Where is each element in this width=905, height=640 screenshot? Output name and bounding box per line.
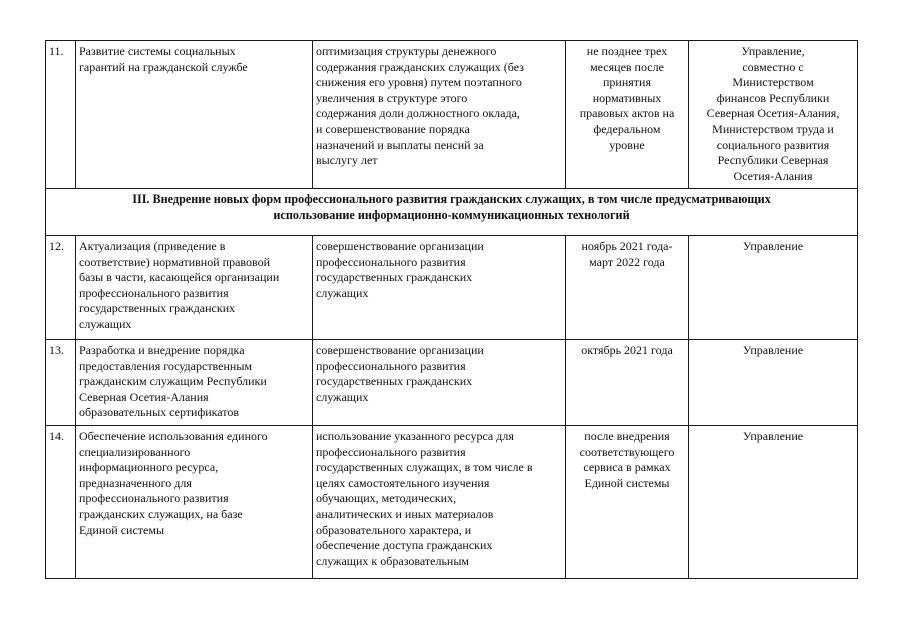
row-title — [76, 340, 313, 426]
text-line: содержания гражданских служащих (без — [316, 59, 524, 74]
text-line: назначений и выплаты пенсий за — [316, 137, 484, 152]
row-responsible — [689, 41, 858, 189]
text-line: профессионального развития — [316, 254, 466, 269]
text-line: образовательных сертификатов — [79, 405, 240, 420]
text-line: специализированного — [79, 444, 191, 459]
text-line: не позднее трех — [586, 44, 668, 58]
row-responsible — [689, 426, 858, 579]
text-line: Северная Осетия-Алания, — [706, 106, 840, 121]
row-description — [313, 340, 566, 426]
text-line: финансов Республики — [716, 90, 830, 105]
text-line: увеличения в структуре этого — [316, 90, 468, 105]
row-title — [76, 41, 313, 189]
text-line: целях самостоятельного изучения — [316, 475, 490, 490]
text-line: сервиса в рамках — [583, 460, 671, 475]
text-line: Управление, — [741, 44, 805, 58]
table-row — [46, 426, 858, 579]
text-line: государственных гражданских — [79, 301, 236, 316]
text-line: октябрь 2021 года — [581, 343, 673, 357]
row-responsible — [689, 236, 858, 340]
text-line: Развитие системы социальных — [79, 44, 236, 58]
text-line: информационного ресурса, — [79, 460, 219, 475]
text-line: профессионального развития — [316, 444, 466, 459]
text-line: совершенствование организации — [316, 239, 484, 253]
text-line: совместно с — [742, 59, 804, 74]
text-line: служащих — [79, 316, 132, 331]
row-responsible — [689, 340, 858, 426]
text-line: соответствующего — [579, 444, 675, 459]
table-row — [46, 236, 858, 340]
text-line: принятия — [603, 75, 651, 90]
text-line: базы в части, касающейся организации — [79, 270, 280, 285]
table-row — [46, 41, 858, 189]
text-line: служащих — [316, 389, 369, 404]
row-deadline — [566, 41, 689, 189]
row-deadline — [566, 236, 689, 340]
text-line: использование информационно-коммуникационных технологий — [273, 207, 630, 222]
text-line: совершенствование организации — [316, 343, 484, 357]
row-deadline — [566, 426, 689, 579]
section-heading — [46, 189, 858, 236]
text-line: обеспечение доступа гражданских — [316, 538, 493, 553]
text-line: государственных служащих, в том числе в — [316, 460, 533, 475]
text-line: профессионального развития — [79, 285, 229, 300]
text-line: предоставления государственным — [79, 358, 252, 373]
text-line: образовательного характера, и — [316, 522, 472, 537]
text-line: Актуализация (приведение в — [79, 239, 226, 253]
text-line: гражданских служащих, на базе — [79, 506, 243, 521]
text-line: III. Внедрение новых форм профессионального развития гражданских служащих, в том числе предусматривающих — [132, 192, 771, 206]
text-line: снижения его уровня) путем поэтапного — [316, 75, 522, 90]
text-line: содержания доли должностного оклада, — [316, 106, 520, 121]
text-line: март 2022 года — [589, 254, 665, 269]
row-description — [313, 236, 566, 340]
text-line: профессионального развития — [316, 358, 466, 373]
text-line: аналитических и иных материалов — [316, 506, 494, 521]
text-line: уровне — [609, 137, 645, 152]
text-line: использование указанного ресурса для — [316, 429, 514, 443]
text-line: после внедрения — [584, 429, 670, 443]
text-line: Управление — [742, 239, 804, 253]
text-line: оптимизация структуры денежного — [316, 44, 497, 58]
row-number: 12. — [46, 236, 76, 340]
text-line: Разработка и внедрение порядка — [79, 343, 245, 357]
text-line: служащих — [316, 285, 369, 300]
text-line: и совершенствование порядка — [316, 121, 470, 136]
row-number: 13. — [46, 340, 76, 426]
row-description — [313, 426, 566, 579]
table-row — [46, 340, 858, 426]
row-title — [76, 236, 313, 340]
text-line: Единой системы — [584, 475, 670, 490]
text-line: Обеспечение использования единого — [79, 429, 268, 443]
text-line: государственных гражданских — [316, 270, 473, 285]
text-line: служащих к образовательным — [316, 553, 469, 568]
text-line: выслугу лет — [316, 153, 378, 168]
row-title — [76, 426, 313, 579]
text-line: социального развития — [716, 137, 830, 152]
row-description — [313, 41, 566, 189]
text-line: профессионального развития — [79, 491, 229, 506]
text-line: государственных гражданских — [316, 374, 473, 389]
action-plan-table — [45, 40, 858, 579]
text-line: федеральном — [593, 121, 661, 136]
text-line: Министерством труда и — [712, 121, 834, 136]
text-line: Единой системы — [79, 522, 165, 537]
row-deadline — [566, 340, 689, 426]
text-line: предназначенного для — [79, 475, 192, 490]
text-line: Министерством — [732, 75, 814, 90]
text-line: соответствие) нормативной правовой — [79, 254, 270, 269]
row-number: 11. — [46, 41, 76, 189]
text-line: месяцев после — [590, 59, 664, 74]
text-line: ноябрь 2021 года- — [581, 239, 673, 253]
text-line: гражданским служащим Республики — [79, 374, 267, 389]
text-line: Управление — [742, 343, 804, 357]
text-line: обучающих, методических, — [316, 491, 457, 506]
text-line: Осетия-Алания — [733, 168, 813, 183]
text-line: Управление — [742, 429, 804, 443]
text-line: Северная Осетия-Алания — [79, 389, 209, 404]
row-number: 14. — [46, 426, 76, 579]
text-line: нормативных — [592, 90, 662, 105]
section-heading-row — [46, 189, 858, 236]
text-line: правовых актов на — [579, 106, 675, 121]
text-line: Республики Северная — [717, 153, 829, 168]
text-line: гарантий на гражданской службе — [79, 59, 248, 74]
